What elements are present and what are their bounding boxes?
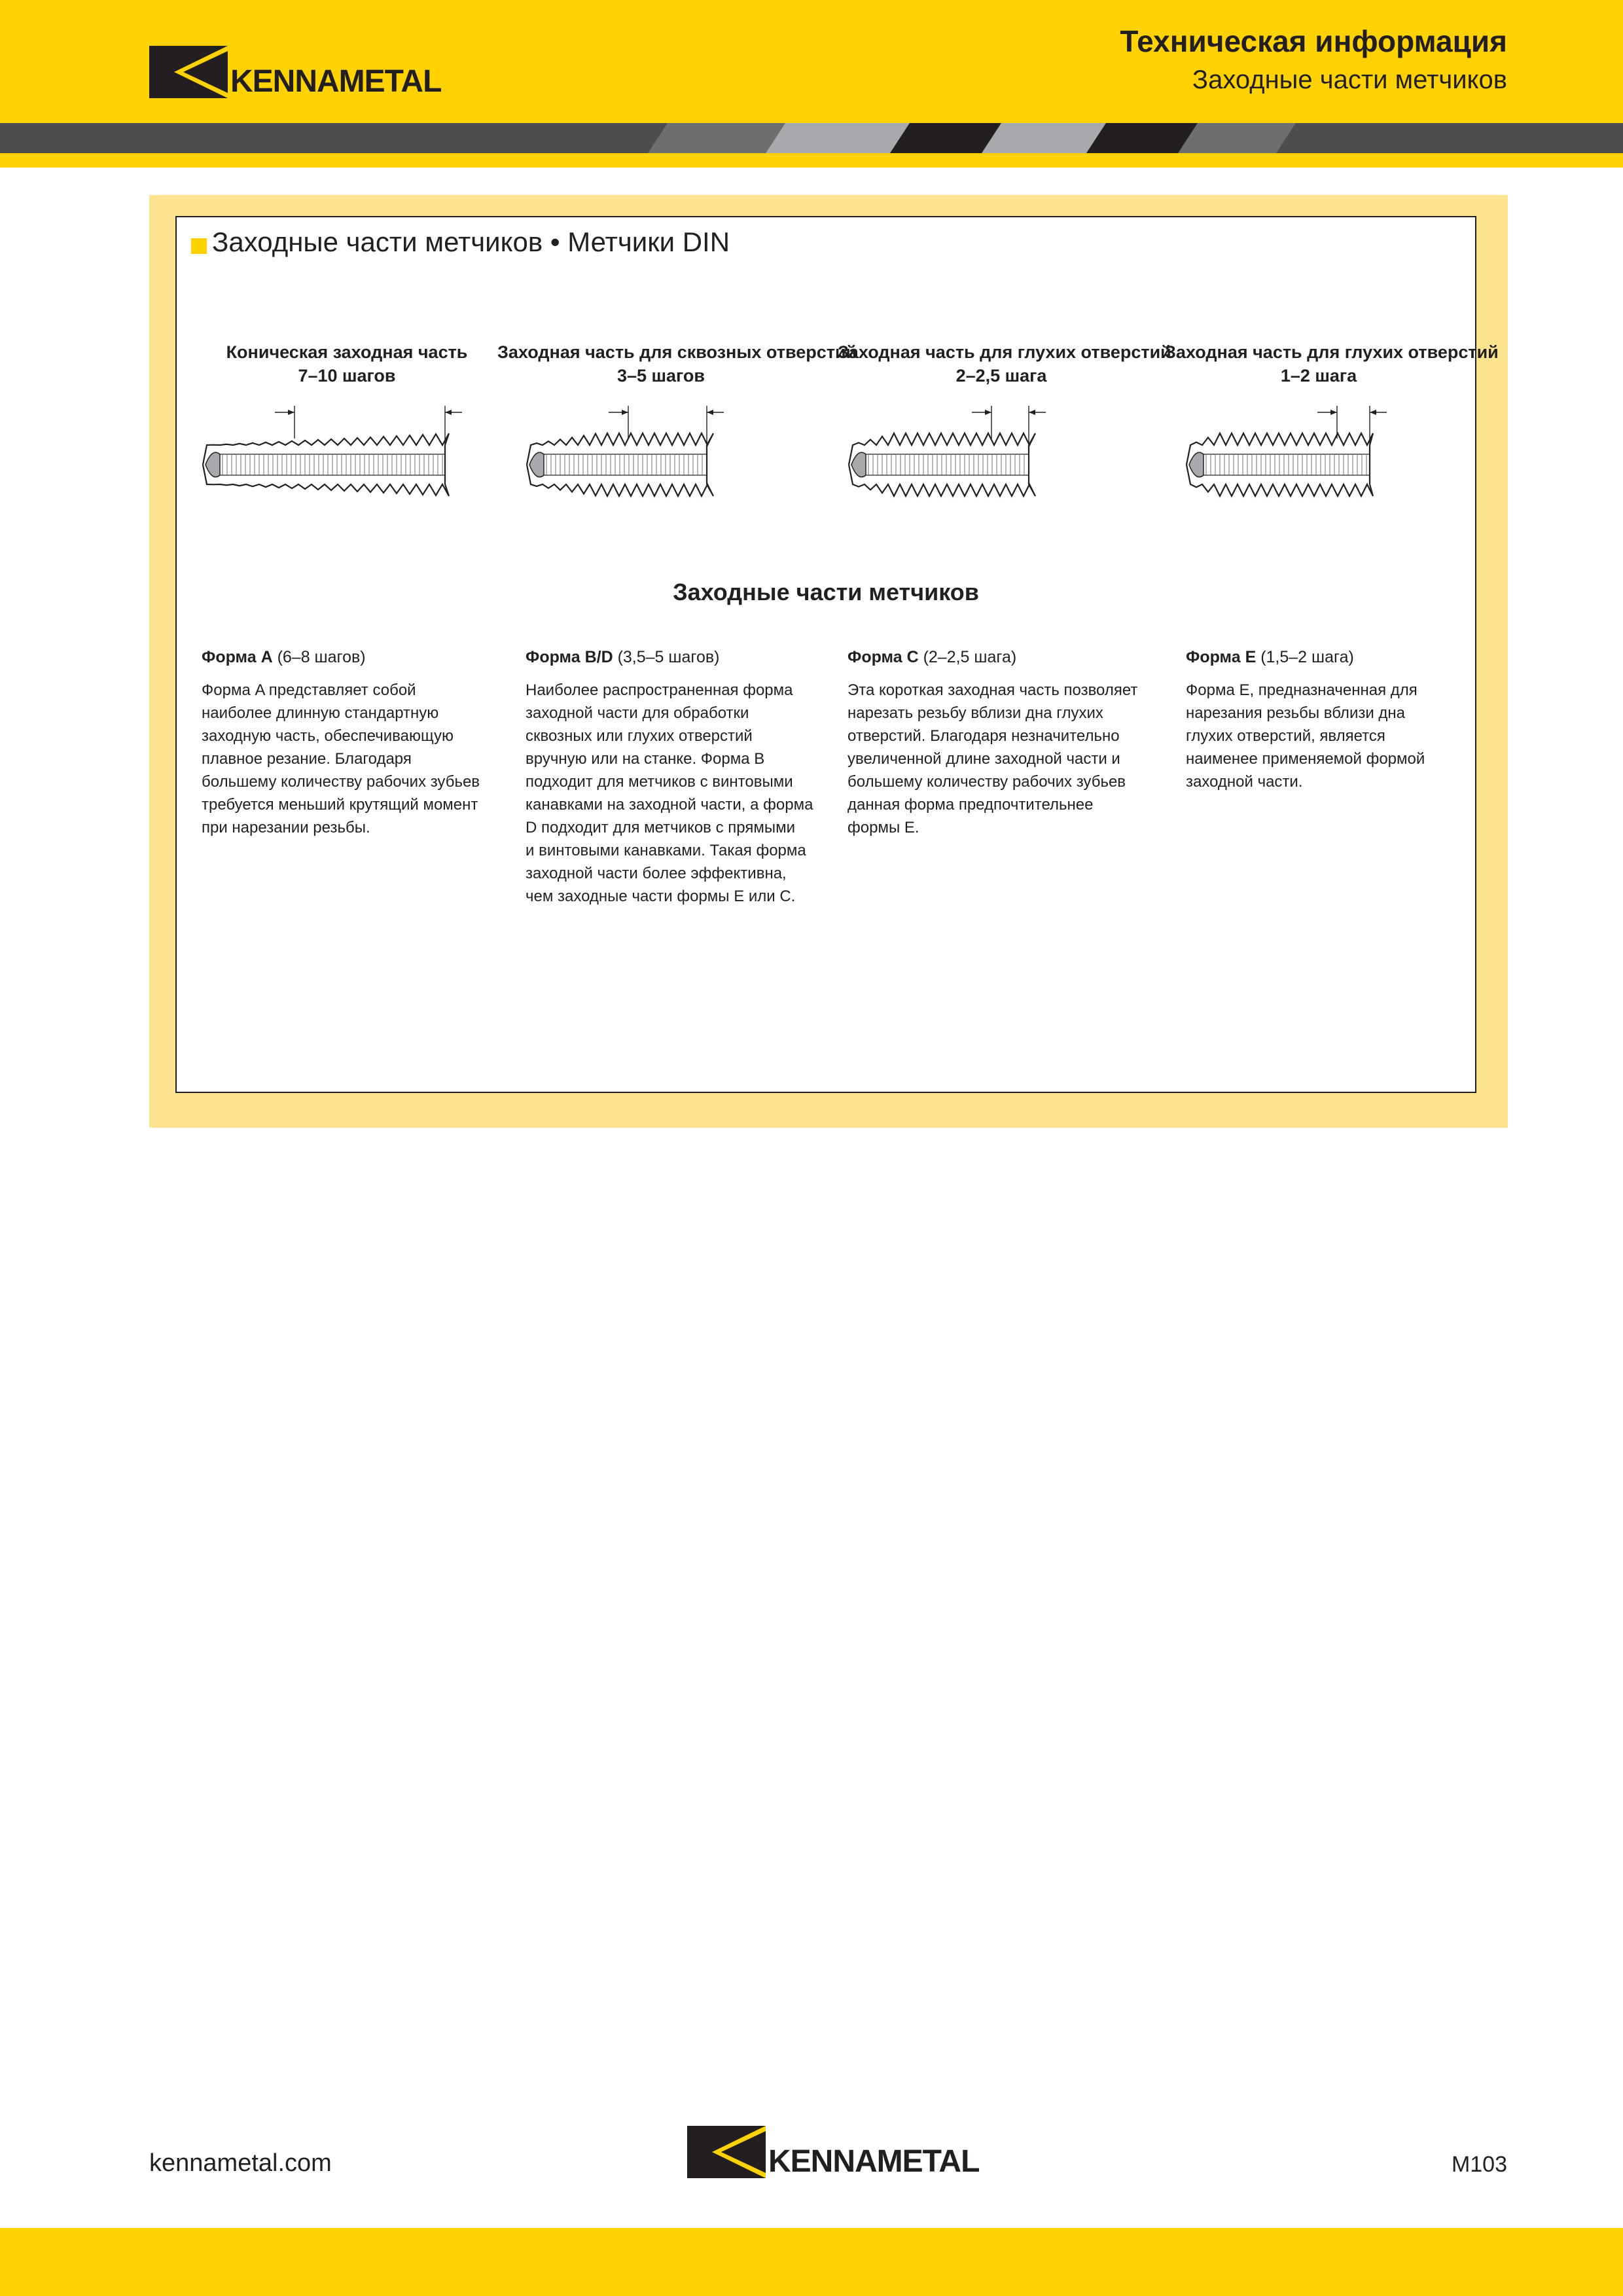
diagram-caption-4 <box>1165 340 1499 387</box>
diagram-caption-2 <box>497 340 857 387</box>
form-name: Форма B/D <box>526 648 613 666</box>
form-range: (2–2,5 шага) <box>923 648 1017 666</box>
diagram-caption-line: 3–5 шагов <box>616 366 705 386</box>
text-line: D подходит для метчиков с прямыми <box>526 819 795 836</box>
form-description <box>847 679 1168 839</box>
page-number: M103 <box>1451 2152 1507 2177</box>
text-line: отверстий. Благодаря незначительно <box>847 727 1120 745</box>
text-line: Эта короткая заходная часть позволяет <box>847 681 1138 699</box>
form-column-a <box>202 648 503 839</box>
form-description <box>526 679 833 908</box>
form-heading <box>847 648 1168 667</box>
diagram-caption-3 <box>838 340 1171 387</box>
text-line: наименее применяемой формой <box>1186 750 1425 768</box>
section-title: Заходные части метчиков • Метчики DIN <box>212 226 730 257</box>
form-name: Форма C <box>847 648 919 666</box>
text-line: при нарезании резьбы. <box>202 819 370 836</box>
header-subtitle: Заходные части метчиков <box>1192 65 1507 94</box>
square-bullet-icon <box>191 238 207 254</box>
text-line: требуется меньший крутящий момент <box>202 796 478 814</box>
form-description <box>1186 679 1467 793</box>
text-line: сквозных или глухих отверстий <box>526 727 753 745</box>
form-heading <box>202 648 503 667</box>
text-line: подходит для метчиков с винтовыми <box>526 773 793 791</box>
form-name: Форма E <box>1186 648 1257 666</box>
text-line: данная форма предпочтительнее <box>847 796 1094 814</box>
text-line: заходной части более эффективна, <box>526 865 787 882</box>
tap-chamfer-diagram-2 <box>520 393 736 517</box>
diagram-caption-line: 7–10 шагов <box>298 366 396 386</box>
text-line: плавное резание. Благодаря <box>202 750 412 768</box>
footer-logo <box>687 2126 980 2179</box>
kennametal-k-icon <box>687 2126 766 2178</box>
tap-chamfer-diagram-3 <box>842 393 1058 517</box>
text-line: Наиболее распространенная форма <box>526 681 793 699</box>
tap-chamfer-diagram-1 <box>196 393 471 517</box>
text-line: заходной части. <box>1186 773 1303 791</box>
text-line: большему количеству рабочих зубьев <box>847 773 1126 791</box>
form-column-e <box>1186 648 1467 793</box>
text-line: наиболее длинную стандартную <box>202 704 439 722</box>
text-line: нарезать резьбу вблизи дна глухих <box>847 704 1103 722</box>
kennametal-k-icon <box>149 46 228 98</box>
form-range: (3,5–5 шагов) <box>617 648 720 666</box>
logo-wordmark: KENNAMETAL <box>230 64 442 99</box>
diagram-caption-line: 1–2 шага <box>1280 366 1357 386</box>
diagram-caption-line: Коническая заходная часть <box>226 342 468 362</box>
form-range: (1,5–2 шага) <box>1260 648 1354 666</box>
text-line: Форма A представляет собой <box>202 681 416 699</box>
text-line: и винтовыми канавками. Такая форма <box>526 842 806 859</box>
header-underline <box>0 153 1623 168</box>
decorative-stripe-band <box>0 123 1623 153</box>
text-line: нарезания резьбы вблизи дна <box>1186 704 1406 722</box>
footer-website-link[interactable]: kennametal.com <box>149 2149 332 2177</box>
text-line: заходной части для обработки <box>526 704 749 722</box>
logo-wordmark: KENNAMETAL <box>768 2144 980 2179</box>
header-title: Техническая информация <box>1120 24 1507 58</box>
form-heading <box>1186 648 1467 667</box>
text-line: вручную или на станке. Форма B <box>526 750 765 768</box>
diagram-caption-1 <box>203 340 491 387</box>
form-range: (6–8 шагов) <box>277 648 366 666</box>
text-line: чем заходные части формы E или C. <box>526 888 796 905</box>
tap-chamfer-diagram-4 <box>1180 393 1396 517</box>
text-line: большему количеству рабочих зубьев <box>202 773 480 791</box>
form-column-bd <box>526 648 833 908</box>
diagram-caption-line: 2–2,5 шага <box>955 366 1047 386</box>
text-line: увеличенной длине заходной части и <box>847 750 1120 768</box>
text-line: канавками на заходной части, а форма <box>526 796 813 814</box>
text-line: формы E. <box>847 819 919 836</box>
tap-chamfers-heading: Заходные части метчиков <box>673 579 979 605</box>
diagram-caption-line: Заходная часть для сквозных отверстий <box>497 342 857 362</box>
form-column-c <box>847 648 1168 839</box>
form-name: Форма A <box>202 648 273 666</box>
diagram-caption-line: Заходная часть для глухих отверстий <box>838 342 1171 362</box>
text-line: заходную часть, обеспечивающую <box>202 727 454 745</box>
text-line: глухих отверстий, является <box>1186 727 1385 745</box>
text-line: Форма E, предназначенная для <box>1186 681 1418 699</box>
form-heading <box>526 648 833 667</box>
header-logo <box>149 46 442 99</box>
form-description <box>202 679 503 839</box>
diagram-caption-line: Заходная часть для глухих отверстий <box>1165 342 1499 362</box>
footer-band <box>0 2228 1623 2296</box>
